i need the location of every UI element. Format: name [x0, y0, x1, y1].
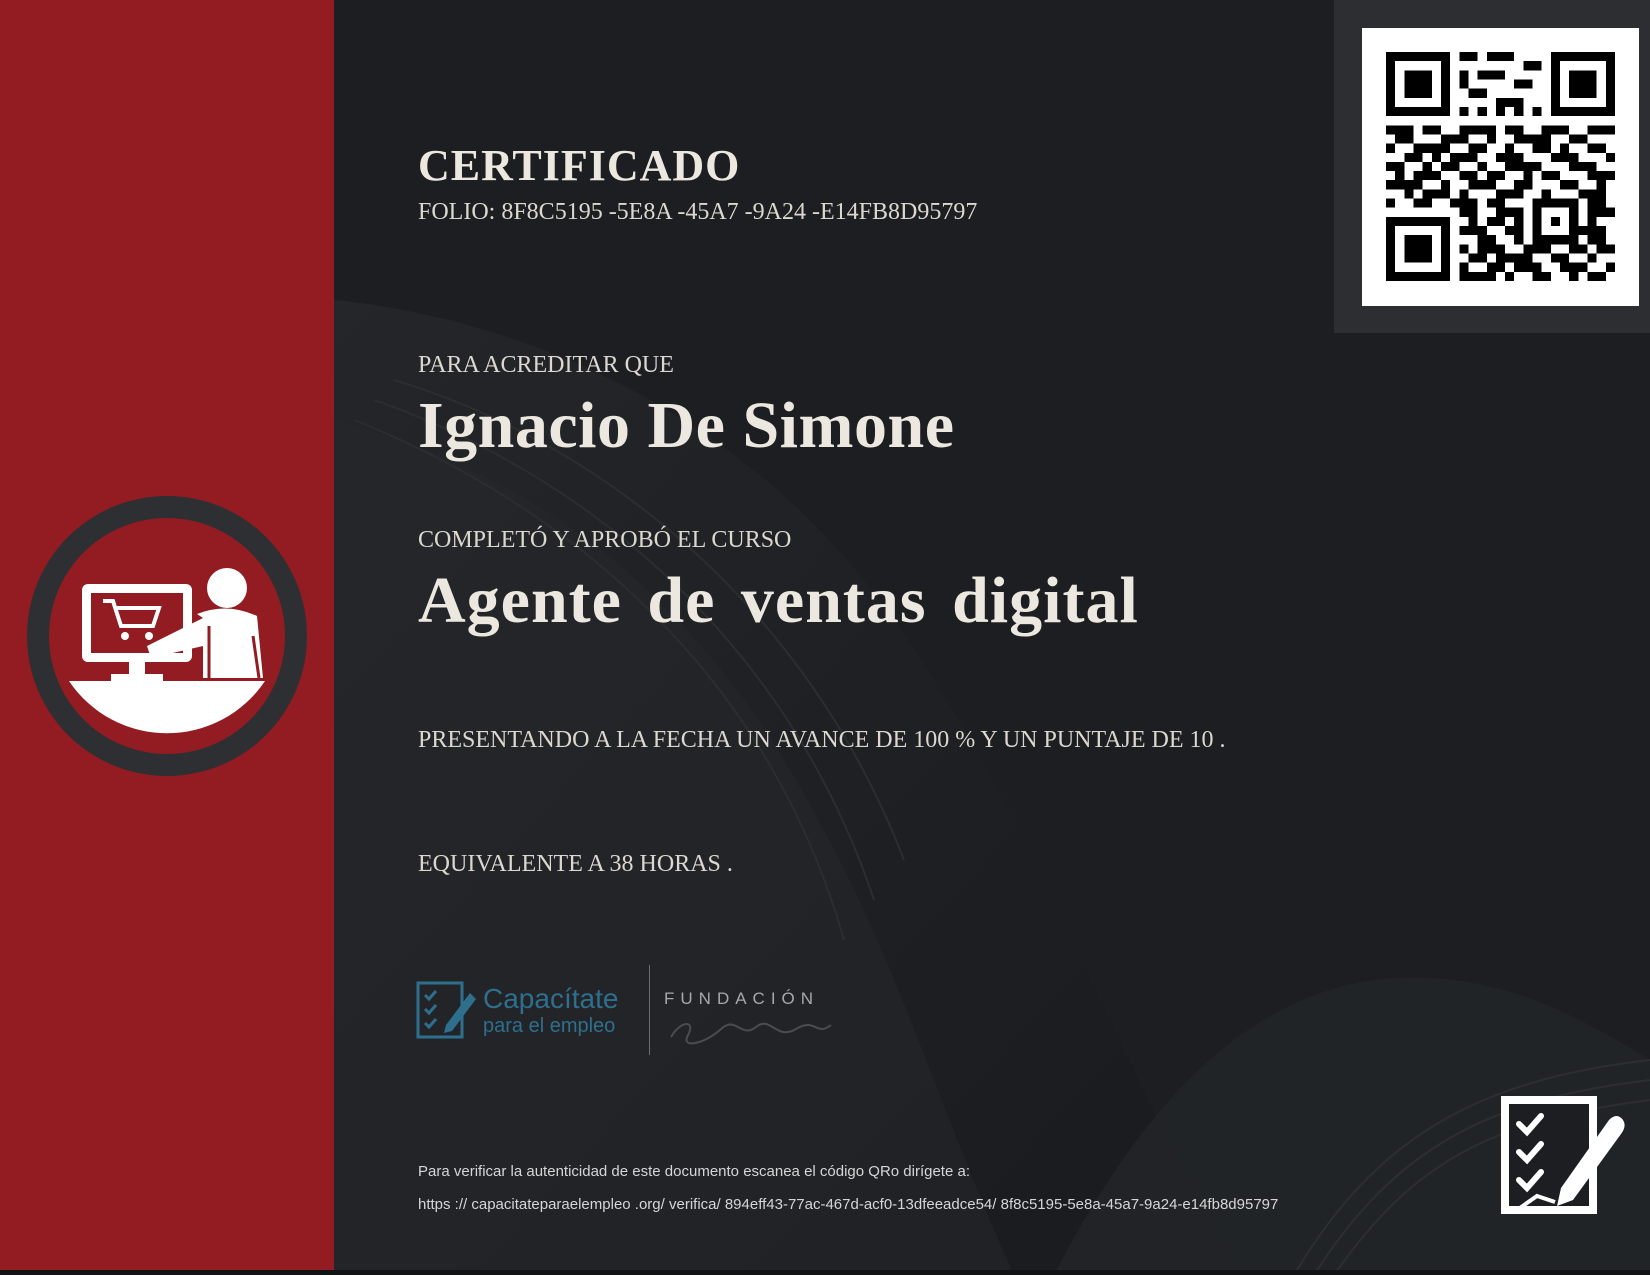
logo-divider — [649, 965, 650, 1055]
brand-subtitle: para el empleo — [483, 1015, 616, 1037]
progress-statement: PRESENTANDO A LA FECHA UN AVANCE DE 100 % Y UN PUNTAJE DE 10 . — [418, 727, 1226, 753]
foundation-signature-mark — [666, 1015, 836, 1047]
checklist-pen-icon — [1497, 1092, 1627, 1220]
bottom-strip — [0, 1270, 1650, 1275]
brand-name: Capacítate — [483, 983, 619, 1014]
verification-instruction: Para verificar la autenticidad de este documento escanea el código QRo dirígete a: — [418, 1163, 970, 1180]
qr-code-panel[interactable] — [1362, 28, 1639, 306]
foundation-label: FUNDACIÓN — [664, 989, 820, 1008]
checklist-logo-icon — [416, 979, 478, 1041]
completed-label: COMPLETÓ Y APROBÓ EL CURSO — [418, 527, 792, 553]
certificate-title: CERTIFICADO — [418, 141, 741, 190]
organization-logos — [416, 965, 836, 1055]
recipient-name: Ignacio De Simone — [418, 389, 955, 462]
accredits-label: PARA ACREDITAR QUE — [418, 352, 674, 378]
hours-statement: EQUIVALENTE A 38 HORAS . — [418, 851, 733, 877]
qr-code-icon — [1386, 52, 1615, 281]
ecommerce-person-monitor-icon — [27, 496, 307, 776]
course-name: Agente de ventas digital — [418, 564, 1139, 637]
verification-url[interactable]: https :// capacitateparaelempleo .org/ verifica/ 894eff43-77ac-467d-acf0-13dfeeadce54/ 8f8c5195-5e8a-45a7-9a24-e14fb8d95797 — [418, 1196, 1279, 1213]
folio-number: FOLIO: 8F8C5195 -5E8A -45A7 -9A24 -E14FB8D95797 — [418, 199, 978, 225]
